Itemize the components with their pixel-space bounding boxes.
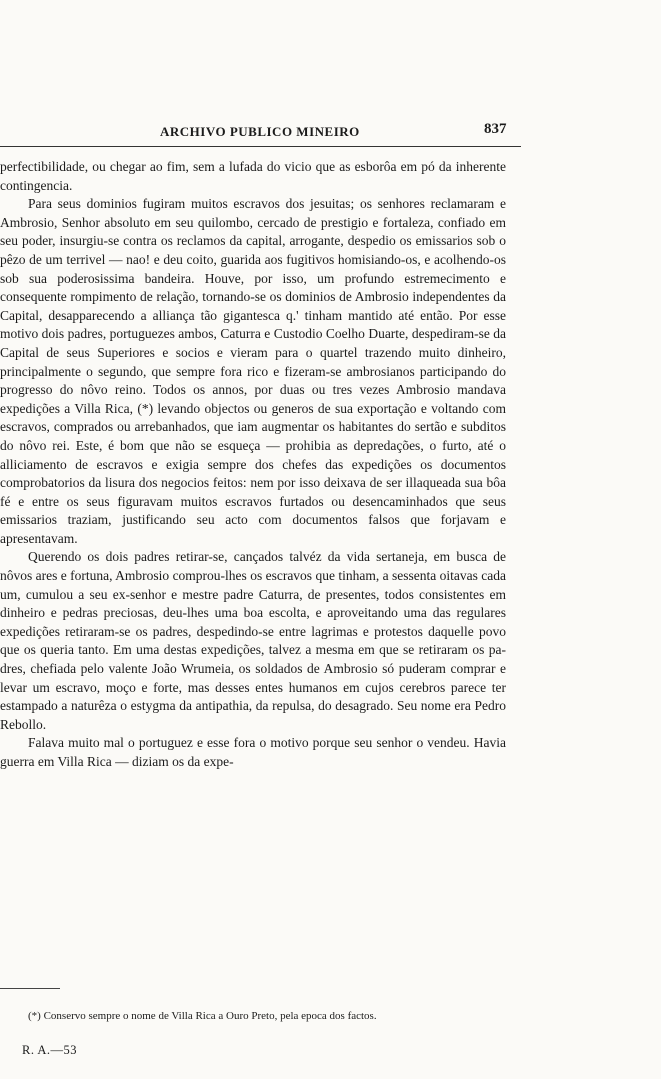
paragraph: Falava muito mal o portuguez e esse fora o motivo porque seu senhor o vendeu. Havia guerra em Villa Rica — diziam os da expe- [0, 735, 506, 769]
paragraph: Para seus dominios fugiram muitos escravos dos jesuitas; os senhores reclamaram e Ambrosio, Senhor absoluto em seu quilombo, cercado de prestigio e fortaleza, confiado em seu poder, insurgiu-se contra os reclamos da capital, arrogante, despedio os emissarios sob o pêzo de um terrivel — nao! e deu coito, guarida aos fugitivos homisiando-os, e acolhendo-os sob sua poderosissima bandeira. Houve, por isso, um profundo estremecimento e consequente rompimento de relação, tornando-se os dominios de Ambrosio independentes da Capital, desapparecendo a alliança tão gigantesca q.' tinham mantido até então. Por esse motivo dois padres, portuguezes ambos, Caturra e Custodio Coelho Duarte, despediram-se da Capital de seus Superiores e socios e vieram para o quartel trazendo muito dinheiro, principalmente o segundo, que sempre fora rico e fizeram-se ambrosianos participando do progresso do nôvo reino. Todos os annos, por duas ou tres vezes Ambrosio mandava expedições a Villa Rica, (*) levando objectos ou generos de sua exportação e voltando com escravos, comprados ou arrebanhados, que iam augmentar os habitantes do sertão e subditos do nôvo rei. Este, é bom que não se esqueça — prohibia as depredações, o furto, até o alliciamento de escravos e exigia sempre dos chefes das expedições os documentos comprobatorios da lisura dos negocios feitos: nem por isso deixava de ser illaqueada sua bôa fé e entre os seus figuravam muitos escravos furtados ou desencaminhados que seus emissarios traziam, justificando seu acto com documentos falsos que forjavam e apresentavam. [0, 196, 506, 546]
page-number: 837 [484, 121, 507, 137]
footnote-rule [0, 988, 60, 989]
paragraph: perfectibilidade, ou chegar ao fim, sem a lufada do vicio que as esborôa em pó da inherente contingencia. [0, 159, 506, 193]
header-rule [0, 146, 521, 147]
running-title: ARCHIVO PUBLICO MINEIRO [160, 124, 360, 139]
body-text [0, 158, 506, 772]
page-header [0, 118, 520, 144]
paragraph: Querendo os dois padres retirar-se, cançados talvéz da vida sertaneja, em busca de nôvos ares e fortuna, Ambrosio comprou-lhes os escravos que tinham, a sessenta oitavas cada um, cumulou a seu ex-senhor e mestre padre Caturra, de presentes, todos consistentes em dinheiro e pedras preciosas, deu-lhes uma boa escolta, e aproveitando uma das regulares expedições retiraram-se os padres, despedindo-se entre lagrimas e protestos daquelle povo que os queria tanto. Em uma destas expedições, talvez a mesma em que se retiraram os padres, chefiada pelo valente João Wrumeia, os soldados de Ambrosio só puderam comprar e levar um escravo, moço e forte, mas desses entes humanos em cujos cerebros parece ter estampado a naturêza o estygma da antipathia, da repulsa, do desagrado. Seu nome era Pedro Rebollo. [0, 549, 506, 732]
signature-mark: R. A.—53 [22, 1043, 78, 1057]
footnote: (*) Conservo sempre o nome de Villa Rica a Ouro Preto, pela epoca dos factos. [28, 1010, 377, 1022]
